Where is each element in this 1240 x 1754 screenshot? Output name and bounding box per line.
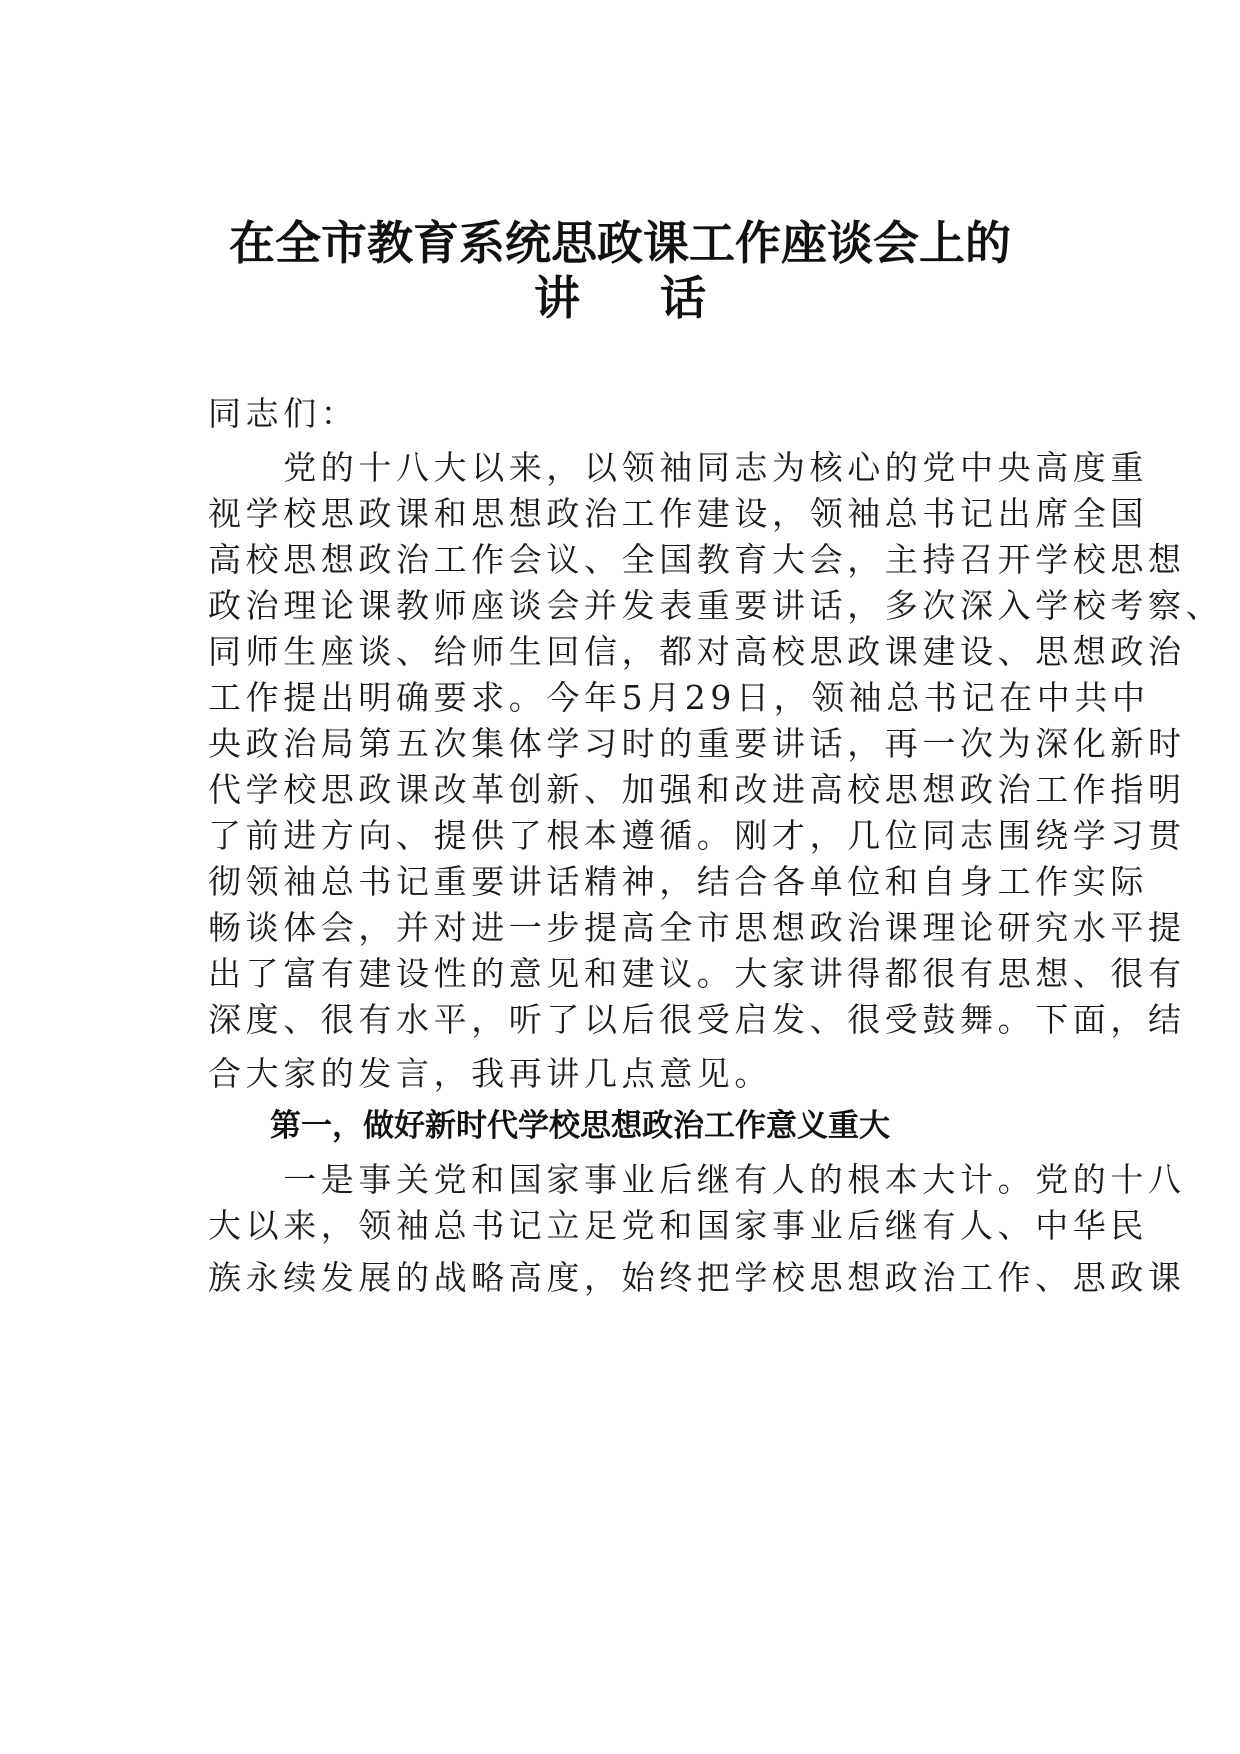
paragraph-1-line: 了前进方向、提供了根本遵循。刚才，几位同志围绕学习贯: [208, 816, 1186, 855]
paragraph-1-line: 央政治局第五次集体学习时的重要讲话，再一次为深化新时: [208, 724, 1186, 763]
paragraph-1-line: 出了富有建设性的意见和建议。大家讲得都很有思想、很有: [208, 954, 1186, 993]
paragraph-1-line: 合大家的发言，我再讲几点意见。: [208, 1054, 772, 1093]
paragraph-2-line: 大以来，领袖总书记立足党和国家事业后继有人、中华民: [208, 1206, 1148, 1245]
paragraph-1-line: 视学校思政课和思想政治工作建设，领袖总书记出席全国: [208, 494, 1148, 533]
paragraph-2-line: 族永续发展的战略高度，始终把学校思想政治工作、思政课: [208, 1258, 1186, 1297]
paragraph-1-line: 彻领袖总书记重要讲话精神，结合各单位和自身工作实际: [208, 862, 1148, 901]
paragraph-1-line: 同师生座谈、给师生回信，都对高校思政课建设、思想政治: [208, 632, 1186, 671]
document-title-line-1: 在全市教育系统思政课工作座谈会上的: [229, 216, 1011, 270]
paragraph-1-line: 党的十八大以来，以领袖同志为核心的党中央高度重: [208, 448, 1148, 487]
paragraph-1-line: 畅谈体会，并对进一步提高全市思想政治课理论研究水平提: [208, 908, 1186, 947]
section-1-heading: 第一，做好新时代学校思想政治工作意义重大: [270, 1108, 890, 1144]
paragraph-1-line: 工作提出明确要求。今年5月29日，领袖总书记在中共中: [208, 678, 1150, 717]
paragraph-1-line: 政治理论课教师座谈会并发表重要讲话，多次深入学校考察、: [208, 586, 1224, 625]
document-title-line-2: 讲话: [534, 271, 786, 325]
paragraph-1-line: 深度、很有水平，听了以后很受启发、很受鼓舞。下面，结: [208, 1000, 1186, 1039]
paragraph-1-line: 代学校思政课改革创新、加强和改进高校思想政治工作指明: [208, 770, 1186, 809]
paragraph-2-line: 一是事关党和国家事业后继有人的根本大计。党的十八: [208, 1160, 1186, 1199]
salutation: 同志们：: [208, 394, 359, 433]
paragraph-1-line: 高校思想政治工作会议、全国教育大会，主持召开学校思想: [208, 540, 1186, 579]
